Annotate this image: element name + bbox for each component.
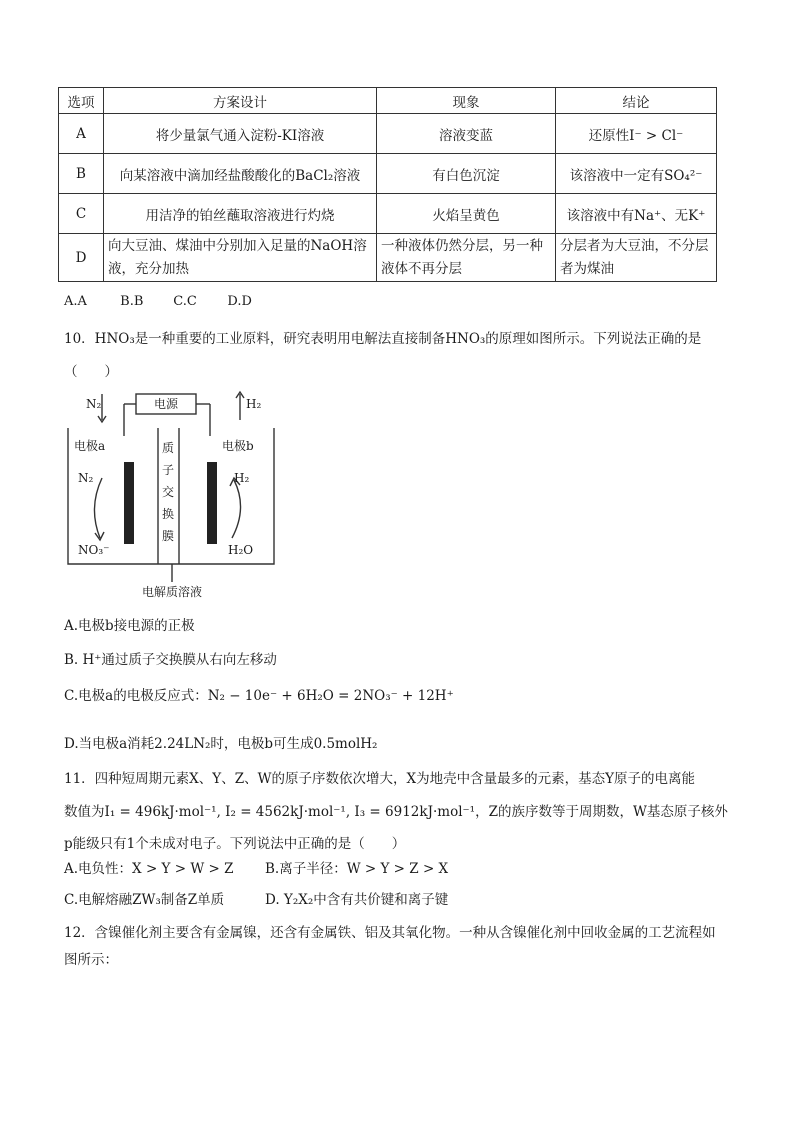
membrane-char: 换: [161, 507, 175, 521]
q12-stem: 12．含镍催化剂主要含有金属镍，还含有金属铁、铝及其氧化物。一种从含镍催化剂中回收金属的工艺流程如: [64, 925, 716, 941]
cell-conclusion: 分层者为大豆油，不分层者为煤油: [556, 234, 717, 282]
cell-option: D: [59, 234, 104, 282]
header-phenomenon: 现象: [377, 88, 556, 114]
electrode-b-label: 电极b: [222, 439, 254, 453]
membrane-char: 子: [161, 463, 175, 477]
cell-design: 向大豆油、煤油中分别加入足量的NaOH溶液，充分加热: [104, 234, 377, 282]
header-option: 选项: [59, 88, 104, 114]
q10-stem: 10．HNO₃是一种重要的工业原料，研究表明用电解法直接制备HNO₃的原理如图所示。下列说法正确的是: [64, 331, 702, 347]
cell-phenomenon: 溶液变蓝: [377, 114, 556, 154]
q10-option-d[interactable]: D.当电极a消耗2.24LN₂时，电极b可生成0.5molH₂: [64, 736, 378, 752]
left-gas-in-label: N₂: [86, 397, 102, 411]
q9-choices: [64, 294, 252, 309]
cell-conclusion: 还原性I⁻ > Cl⁻: [556, 114, 717, 154]
cell-design: 将少量氯气通入淀粉-KI溶液: [104, 114, 377, 154]
right-reactant-label: H₂O: [228, 543, 254, 557]
membrane-char: 交: [161, 485, 175, 499]
q10-stem-paren: （ ）: [64, 364, 118, 380]
choice-b[interactable]: B.B: [120, 294, 144, 309]
cell-option: A: [59, 114, 104, 154]
q12-stem: 图所示：: [64, 952, 118, 968]
cell-option: C: [59, 194, 104, 234]
q11-option-a[interactable]: A.电负性：X > Y > W > Z: [64, 861, 234, 877]
membrane-char: 膜: [161, 529, 175, 543]
right-gas-out-label: H₂: [246, 397, 262, 411]
choice-d[interactable]: D.D: [227, 294, 252, 309]
q11-stem: p能级只有1个未成对电子。下列说法中正确的是（ ）: [64, 836, 406, 852]
electrode-a-label: 电极a: [74, 439, 106, 453]
options-table: [58, 87, 717, 282]
q10-option-b[interactable]: B. H⁺通过质子交换膜从右向左移动: [64, 652, 277, 668]
table-row: [59, 154, 717, 194]
table-row: [59, 114, 717, 154]
q11-stem: 数值为I₁ = 496kJ·mol⁻¹, I₂ = 4562kJ·mol⁻¹, I₃ = 6912kJ·mol⁻¹，Z的族序数等于周期数，W基态原子核外: [64, 804, 728, 820]
left-product-label: NO₃⁻: [78, 543, 110, 557]
cell-design: 用洁净的铂丝蘸取溶液进行灼烧: [104, 194, 377, 234]
left-reactant-label: N₂: [78, 471, 94, 485]
q11-stem: 11．四种短周期元素X、Y、Z、W的原子序数依次增大，X为地壳中含量最多的元素，基态Y原子的电离能: [64, 771, 695, 787]
q11-option-d[interactable]: D. Y₂X₂中含有共价键和离子键: [265, 892, 449, 908]
q11-option-c[interactable]: C.电解熔融ZW₃制备Z单质: [64, 892, 225, 908]
table-row: [59, 194, 717, 234]
electrolyte-label: 电解质溶液: [141, 585, 203, 599]
header-conclusion: 结论: [556, 88, 717, 114]
choice-a[interactable]: A.A: [64, 294, 87, 309]
cell-phenomenon: 一种液体仍然分层，另一种液体不再分层: [377, 234, 556, 282]
q10-option-a[interactable]: A.电极b接电源的正极: [64, 618, 195, 634]
cell-phenomenon: 火焰呈黄色: [377, 194, 556, 234]
cell-conclusion: 该溶液中有Na⁺、无K⁺: [556, 194, 717, 234]
table-row: [59, 234, 717, 282]
cell-design: 向某溶液中滴加经盐酸酸化的BaCl₂溶液: [104, 154, 377, 194]
membrane-char: 质: [161, 441, 175, 455]
power-supply-label: 电源: [153, 397, 179, 411]
cell-option: B: [59, 154, 104, 194]
electrolysis-diagram: [62, 388, 280, 602]
q10-option-c[interactable]: C.电极a的电极反应式：N₂ − 10e⁻ + 6H₂O = 2NO₃⁻ + 12H⁺: [64, 688, 454, 704]
header-design: 方案设计: [104, 88, 377, 114]
choice-c[interactable]: C.C: [173, 294, 197, 309]
cell-conclusion: 该溶液中一定有SO₄²⁻: [556, 154, 717, 194]
right-product-label: H₂: [234, 471, 250, 485]
cell-phenomenon: 有白色沉淀: [377, 154, 556, 194]
q11-option-b[interactable]: B.离子半径：W > Y > Z > X: [265, 861, 449, 877]
